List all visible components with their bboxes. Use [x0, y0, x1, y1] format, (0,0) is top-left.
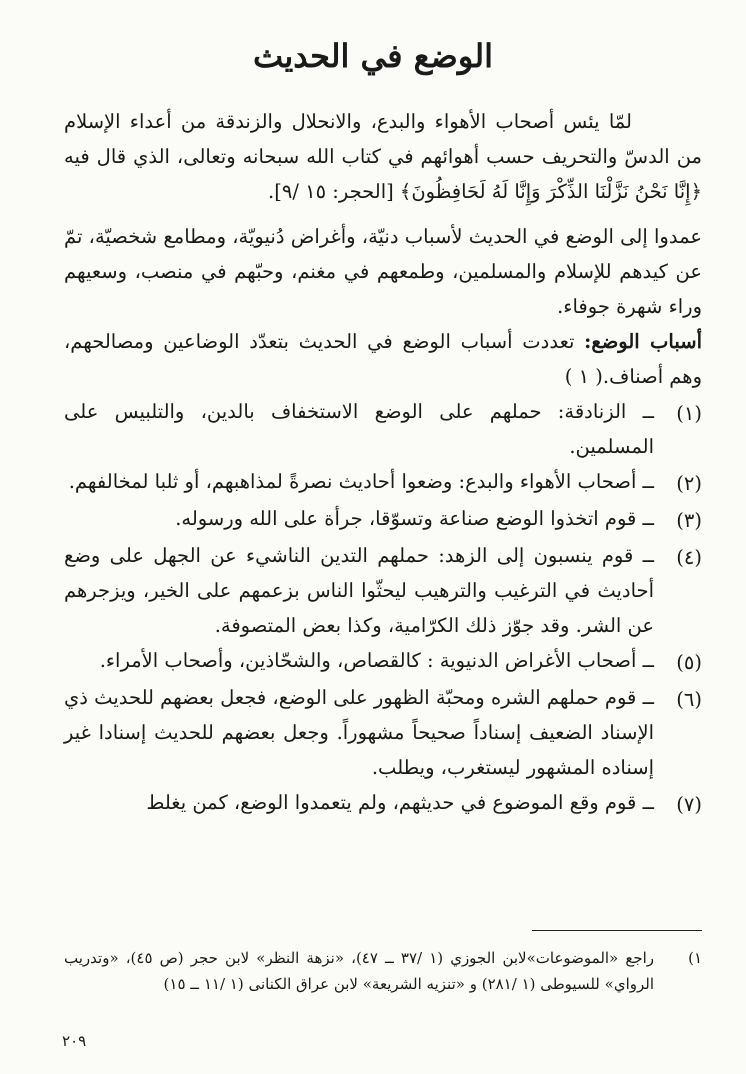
list-item — [64, 394, 702, 464]
list-item-text: ــ قوم وقع الموضوع في حديثهم، ولم يتعمدوا الوضع، كمن يغلط — [146, 791, 654, 814]
list-item-number: (١) — [676, 402, 702, 425]
list-item-text: ــ أصحاب الأغراض الدنيوية : كالقصاص، والشحّاذين، وأصحاب الأمراء. — [99, 649, 654, 672]
second-paragraph: عمدوا إلى الوضع في الحديث لأسباب دنيّة، وأغراض دُنيويّة، ومطامع شخصيّة، تمّ عن كيدهم للإسلام والمسلمين، وطمعهم في مغنم، وحبّهم في منصب، وسعيهم وراء شهرة جوفاء. — [64, 225, 702, 318]
footnote-text: راجع «الموضوعات»لابن الجوزي (١ /٣٧ ــ ٤٧)، «نزهة النظر» لابن حجر (ص ٤٥)، «وتدريب الرواي» للسيوطى (١ /٢٨١) و «تنزيه الشريعة» لابن عراق الكنانى (١ /١١ ــ ١٥) — [64, 949, 655, 993]
page-title: الوضع في الحديث — [252, 37, 494, 75]
list-item-number: (٢) — [676, 472, 702, 495]
list-item-number: (٧) — [676, 793, 702, 816]
list-item-number: (٤) — [676, 546, 702, 569]
list-item-text: ــ قوم اتخذوا الوضع صناعة وتسوّقا، جرأة على الله ورسوله. — [175, 507, 654, 530]
list-item — [64, 680, 702, 785]
list-item — [64, 501, 702, 538]
footnote — [64, 945, 702, 997]
list-item-text: ــ أصحاب الأهواء والبدع: وضعوا أحاديث نصرةً لمذاهبهم، أو ثلبا لمخالفهم. — [68, 470, 654, 493]
list-item-text: ــ قوم حملهم الشره ومحبّة الظهور على الوضع، فجعل بعضهم للحديث ذي الإسناد الضعيف إسناداً صحيحاً مشهوراً. وجعل بعضهم للحديث إسنادا غير إسناده المشهور ليستغرب، ويطلب. — [64, 686, 654, 779]
list-item — [64, 464, 702, 501]
list-item-number: (٦) — [676, 688, 702, 711]
list-item — [64, 785, 702, 822]
causes-label: أسباب الوضع: — [584, 330, 702, 353]
list-item — [64, 643, 702, 680]
footnotes — [64, 930, 702, 997]
causes-text: تعددت أسباب الوضع في الحديث بتعدّد الوضاعين ومصالحهم، وهم أصناف.( ١ ) — [64, 330, 702, 388]
list-item-number: (٥) — [676, 651, 702, 674]
list-item-text: ــ الزنادقة: حملهم على الوضع الاستخفاف بالدين، والتلبيس على المسلمين. — [64, 400, 654, 458]
main-text — [64, 104, 702, 822]
list-item — [64, 538, 702, 643]
causes-list — [64, 394, 702, 822]
page-number: ٢٠٩ — [62, 1032, 87, 1050]
intro-paragraph: لمّا يئس أصحاب الأهواء والبدع، والانحلال والزندقة من أعداء الإسلام من الدسّ والتحريف حسب أهوائهم في كتاب الله سبحانه وتعالى، الذي قال فيه ﴿إِنَّا نَحْنُ نَزَّلْنَا الذِّكْرَ وَإِنَّا لَهُ لَحَافِظُونَ﴾ [الحجر: ١٥ /٩]. — [64, 110, 702, 203]
list-item-number: (٣) — [676, 509, 702, 532]
footnote-number: ١) — [688, 949, 702, 967]
list-item-text: ــ قوم ينسبون إلى الزهد: حملهم التدين الناشيء عن الجهل على وضع أحاديث في الترغيب والترهيب ليحثّوا الناس بزعمهم على الخير، ويزجرهم عن الشر. وقد جوّز ذلك الكرّامية، وكذا بعض المتصوفة. — [64, 544, 654, 637]
causes-paragraph — [64, 324, 702, 394]
footnote-divider — [532, 930, 702, 931]
